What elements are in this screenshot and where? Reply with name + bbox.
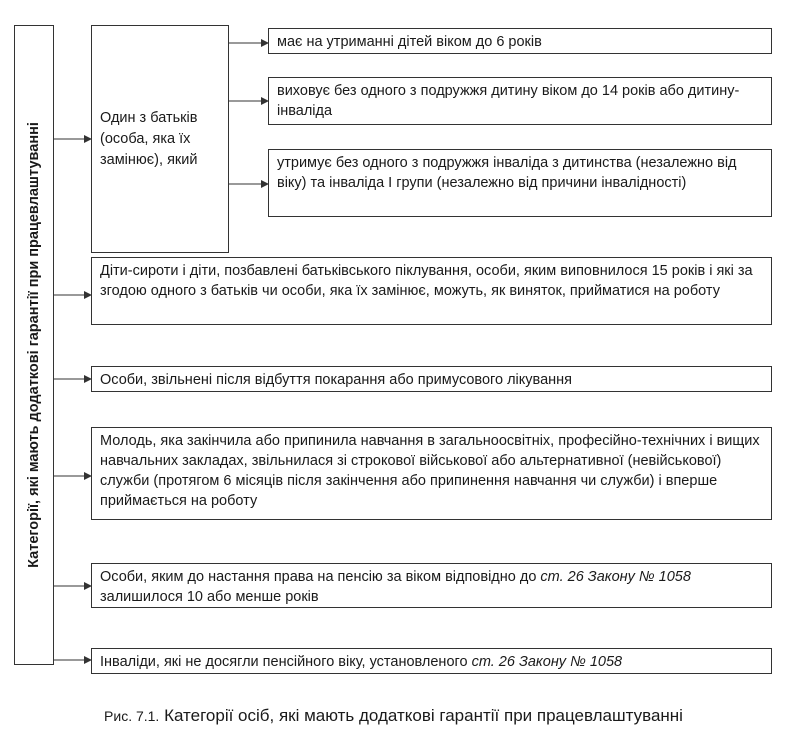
category-box	[91, 648, 772, 674]
category-box	[91, 257, 772, 325]
category-text-after: залишилося 10 або менше років	[100, 589, 319, 605]
figure-title: Категорії осіб, які мають додаткові гарантії при працевлаштуванні	[164, 706, 683, 725]
category-box	[91, 366, 772, 392]
sub-item-box	[268, 77, 772, 125]
category-box	[91, 563, 772, 608]
category-box	[91, 427, 772, 520]
category-text: Інваліди, які не досягли пенсійного віку, установленого	[100, 654, 472, 670]
root-category-label: Категорії, які мають додаткові гарантії при працевлаштуванні	[26, 122, 42, 568]
figure-caption	[0, 706, 787, 726]
law-reference: ст. 26 Закону № 1058	[540, 569, 691, 585]
sub-item-text: має на утриманні дітей віком до 6 років	[277, 34, 542, 50]
category-text: Особи, звільнені після відбуття покарання або примусового лікування	[100, 372, 573, 388]
root-category-box	[14, 25, 54, 665]
law-reference: ст. 26 Закону № 1058	[471, 654, 623, 670]
parent-label: Один з батьків (особа, яка їх замінює), який	[100, 109, 198, 168]
figure-number: Рис. 7.1.	[104, 708, 160, 724]
sub-item-text: виховує без одного з подружжя дитину віком до 14 років або дитину-інваліда	[277, 83, 740, 119]
sub-item-text: утримує без одного з подружжя інваліда з дитинства (незалежно від віку) та інваліда I групи (незалежно від причини інвалідності)	[277, 155, 737, 191]
category-text: Особи, яким до настання права на пенсію за віком відповідно до	[100, 569, 541, 585]
category-text: Діти-сироти і діти, позбавлені батьківського піклування, особи, яким виповнилося 15 років і які за згодою одного з батьків чи особи, яка їх замінює, можуть, як виняток, прийматися на роботу	[100, 263, 753, 299]
sub-item-box	[268, 149, 772, 217]
category-text: Молодь, яка закінчила або припинила навчання в загальноосвітніх, професійно-технічних і вищих навчальних закладах, звільнилася зі строкової військової або альтернативної (невійськової) служби (протягом 6 місяців після закінчення або припинення навчання чи служби) і вперше приймається на роботу	[100, 433, 760, 509]
parent-box	[91, 25, 229, 253]
sub-item-box	[268, 28, 772, 54]
